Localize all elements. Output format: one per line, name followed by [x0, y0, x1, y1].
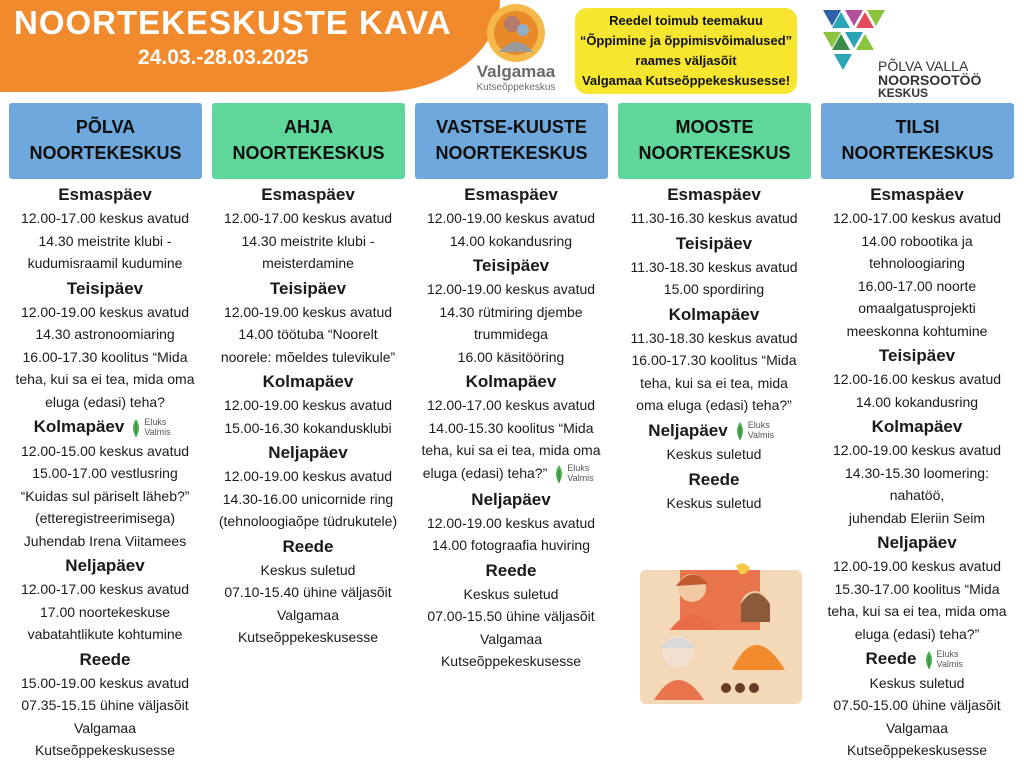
schedule-entry: 12.00-17.00 keskus avatud [20, 210, 190, 226]
schedule-entry: “Kuidas sul päriselt läheb?” [20, 487, 190, 504]
schedule-entry: 14.30-16.00 unicornide ring [222, 490, 394, 507]
column-header-vastse-kuuste [415, 103, 608, 179]
day-heading: Teisipäev [269, 278, 347, 298]
schedule-entry: Keskus suletud [260, 561, 356, 578]
schedule-entry: 12.00-19.00 keskus avatud [223, 468, 393, 484]
schedule-entry: teha, kui sa ei tea, mida oma [15, 371, 195, 387]
page-title: NOORTEKESKUSTE KAVA [14, 4, 452, 41]
schedule-entry: Keskus suletud [666, 494, 762, 511]
column-subtitle: NOORTEKESKUS [841, 143, 994, 163]
schedule-entry: 14.00-15.30 koolitus “Mida [428, 419, 594, 436]
column-title: MOOSTE [675, 117, 754, 137]
column-subtitle: NOORTEKESKUS [435, 143, 588, 163]
schedule-entry: 14.30 meistrite klubi - [38, 232, 172, 249]
schedule-entry: 14.00 töötuba “Noorelt [238, 326, 378, 342]
schedule-entry: 12.00-19.00 keskus avatud [426, 210, 596, 226]
schedule-entry: Valgamaa [73, 719, 136, 736]
schedule-entry: meisterdamine [262, 255, 354, 271]
schedule-entry: 14.30 meistrite klubi - [241, 232, 375, 249]
column-subtitle: NOORTEKESKUS [29, 143, 182, 163]
schedule-entry: juhendab Eleriin Seim [848, 509, 986, 526]
schedule-entry: Valgamaa [276, 606, 339, 623]
schedule-entry: eluga (edasi) teha? [45, 393, 165, 410]
page-dates: 24.03.-28.03.2025 [138, 46, 309, 69]
schedule-entry: 12.00-19.00 keskus avatud [832, 558, 1002, 574]
schedule-entry: 07.00-15.50 ühine väljasõit [427, 608, 595, 625]
schedule-entry: 07.35-15.15 ühine väljasõit [21, 697, 189, 714]
day-heading: Kolmapäev [668, 304, 760, 324]
day-heading: Teisipäev [878, 346, 956, 365]
day-heading: Esmaspäev [464, 185, 558, 204]
schedule-entry: 15.00 spordiring [663, 281, 765, 297]
eluks-line1: Eluks [936, 648, 959, 659]
eluks-line2: Valmis [747, 430, 775, 441]
column-subtitle: NOORTEKESKUS [638, 143, 791, 163]
schedule-entry: meeskonna kohtumine [846, 322, 988, 339]
day-heading: Neljapäev [65, 556, 145, 576]
day-heading: Reede [485, 560, 537, 580]
polva-logo-line1: PÕLVA VALLA [878, 58, 969, 74]
column-title: PÕLVA [75, 117, 136, 137]
eluks-valmis-badge [128, 416, 176, 440]
schedule-column-vastse-kuuste [411, 181, 611, 673]
schedule-column-mooste [614, 181, 814, 514]
schedule-entry: noorele: mõeldes tulevikule” [220, 348, 396, 365]
valgamaa-logo-name: Valgamaa [476, 62, 556, 81]
schedule-entry: (etteregistreerimisega) [34, 510, 176, 527]
schedule-entry: Kutseõppekeskusesse [237, 629, 379, 645]
day-heading-with-badge [817, 647, 1017, 672]
schedule-entry: 12.00-19.00 keskus avatud [223, 303, 393, 320]
day-heading: Teisipäev [472, 256, 550, 275]
eluks-valmis-badge [732, 419, 780, 443]
schedule-entry: Keskus suletud [666, 446, 762, 463]
schedule-entry: 14.00 kokandusring [449, 232, 573, 249]
schedule-entry: trummidega [474, 326, 548, 342]
valgamaa-logo-subtitle: Kutseõppekeskus [476, 82, 556, 93]
day-heading-with-badge [5, 415, 205, 440]
polva-youth-work-logo [818, 8, 1014, 98]
schedule-entry: 14.00 fotograafia huviring [432, 537, 590, 554]
theme-notice [575, 8, 797, 94]
day-heading: Esmaspäev [58, 185, 152, 204]
schedule-entry: 15.00-16.30 kokandusklubi [224, 419, 392, 436]
polva-logo-line2: NOORSOOTÖÖ [878, 72, 982, 88]
eluks-line1: Eluks [144, 416, 167, 427]
leaf-icon [128, 418, 144, 438]
day-heading: Reede [865, 649, 917, 668]
schedule-entry: Kutseõppekeskusesse [34, 742, 176, 759]
polva-logo-line3: KESKUS [878, 86, 929, 100]
schedule-entry: 12.00-17.00 keskus avatud [20, 581, 190, 598]
schedule-entry: 16.00 käsitööring [457, 348, 565, 365]
schedule-entry: 12.00-19.00 keskus avatud [426, 514, 596, 531]
schedule-entry: vabatahtlikute kohtumine [27, 626, 183, 643]
schedule-entry: 16.00-17.30 koolitus “Mida [22, 348, 188, 365]
column-header-polva [9, 103, 202, 179]
schedule-column-tilsi [817, 181, 1017, 762]
leaf-icon [551, 464, 567, 484]
day-heading: Kolmapäev [262, 372, 354, 391]
schedule-entry: Valgamaa [479, 630, 542, 647]
schedule-entry: 14.00 robootika ja [861, 232, 973, 249]
schedule-entry: teha, kui sa ei tea, mida [640, 374, 788, 391]
schedule-entry: 12.00-15.00 keskus avatud [20, 442, 190, 459]
notice-line: Valgamaa Kutseõppekeskusesse! [581, 73, 791, 88]
column-title: TILSI [895, 117, 940, 137]
schedule-entry: 14.00 kokandusring [855, 393, 979, 410]
schedule-entry: Keskus suletud [463, 585, 559, 602]
schedule-entry: (tehnoloogiaõpe tüdrukutele) [218, 513, 398, 529]
schedule-entry: oma eluga (edasi) teha?” [636, 397, 792, 413]
day-heading: Kolmapäev [871, 417, 963, 436]
eluks-valmis-badge [921, 648, 969, 672]
eluks-line1: Eluks [567, 462, 590, 473]
schedule-entry: eluga (edasi) teha?” [854, 625, 980, 642]
column-title: AHJA [283, 117, 333, 137]
schedule-column-polva [5, 181, 205, 762]
notice-line: Reedel toimub teemakuu [609, 13, 763, 28]
valgamaa-logo-icon [485, 2, 547, 64]
day-heading: Neljapäev [268, 443, 348, 462]
day-heading: Esmaspäev [870, 185, 964, 204]
day-heading: Reede [79, 649, 131, 669]
day-heading: Kolmapäev [465, 372, 557, 391]
schedule-entry: 12.00-16.00 keskus avatud [832, 371, 1002, 387]
schedule-entry-with-badge [411, 462, 611, 486]
leaf-icon [921, 650, 937, 670]
column-header-tilsi [821, 103, 1014, 179]
schedule-entry: 14.30 rütmiring djembe [439, 303, 583, 320]
schedule-entry: 15.00-19.00 keskus avatud [20, 674, 190, 691]
schedule-entry: 14.30 astronoomiaring [35, 326, 175, 342]
schedule-entry: 07.50-15.00 ühine väljasõit [833, 697, 1001, 714]
day-heading: Esmaspäev [261, 185, 355, 204]
day-heading: Teisipäev [675, 233, 753, 253]
notice-line: raames väljasõit [635, 53, 737, 68]
eluks-line2: Valmis [567, 472, 594, 483]
eluks-line2: Valmis [144, 426, 171, 437]
schedule-entry: 12.00-19.00 keskus avatud [20, 303, 190, 320]
schedule-entry: 11.30-18.30 keskus avatud [630, 329, 798, 346]
notice-line: “Õppimine ja õppimisvõimalused” [579, 33, 793, 48]
schedule-entry: 17.00 noortekeskuse [40, 603, 170, 620]
schedule-entry: 12.00-17.00 keskus avatud [223, 210, 393, 226]
day-heading: Kolmapäev [33, 417, 125, 436]
day-heading: Esmaspäev [667, 185, 761, 204]
leaf-icon [732, 421, 748, 441]
valgamaa-logo [462, 2, 570, 98]
schedule-entry: eluga (edasi) teha?” [422, 464, 548, 481]
schedule-entry: 15.00-17.00 vestlusring [32, 465, 178, 482]
schedule-entry: 16.00-17.30 koolitus “Mida [631, 352, 797, 368]
day-heading: Reede [688, 469, 740, 489]
schedule-entry: kudumisraamil kudumine [27, 255, 183, 271]
schedule-entry: 12.00-17.00 keskus avatud [426, 397, 596, 413]
eluks-line2: Valmis [936, 658, 963, 669]
eluks-valmis-badge [551, 462, 599, 486]
schedule-entry: 07.10-15.40 ühine väljasõit [224, 584, 392, 600]
schedule-column-ahja [208, 181, 408, 649]
eluks-badge-text [567, 463, 593, 483]
schedule-entry: 14.30-15.30 loomering: [845, 464, 989, 481]
schedule-entry: Valgamaa [885, 719, 948, 736]
eluks-badge-text [144, 417, 170, 437]
day-heading-with-badge [614, 419, 814, 444]
column-header-mooste [618, 103, 811, 179]
column-header-ahja [212, 103, 405, 179]
eluks-badge-text [748, 420, 774, 440]
schedule-entry: 11.30-18.30 keskus avatud [630, 258, 798, 275]
day-heading: Neljapäev [471, 489, 551, 509]
schedule-entry: nahatöö, [889, 487, 945, 503]
schedule-entry: 12.00-19.00 keskus avatud [426, 281, 596, 297]
schedule-entry: Kutseõppekeskusesse [440, 653, 582, 670]
day-heading: Neljapäev [648, 420, 728, 440]
schedule-entry: 16.00-17.00 noorte [857, 277, 977, 294]
day-heading: Reede [282, 536, 334, 556]
column-subtitle: NOORTEKESKUS [232, 143, 385, 163]
schedule-entry: Keskus suletud [869, 674, 965, 691]
schedule-entry: 12.00-19.00 keskus avatud [832, 442, 1002, 458]
column-title: VASTSE-KUUSTE [436, 117, 587, 137]
schedule-entry: teha, kui sa ei tea, mida oma [421, 442, 601, 458]
day-heading: Neljapäev [877, 533, 957, 552]
schedule-entry: Kutseõppekeskusesse [846, 742, 988, 759]
schedule-entry: 11.30-16.30 keskus avatud [630, 210, 798, 226]
schedule-entry: 12.00-17.00 keskus avatud [832, 210, 1002, 226]
schedule-entry: 15.30-17.00 koolitus “Mida [834, 580, 1000, 597]
schedule-entry: 12.00-19.00 keskus avatud [223, 397, 393, 413]
schedule-entry: Juhendab Irena Viitamees [23, 532, 187, 549]
schedule-entry: omaalgatusprojekti [858, 300, 976, 316]
day-heading: Teisipäev [66, 278, 144, 298]
eluks-line1: Eluks [747, 420, 770, 431]
youth-discussion-illustration [640, 560, 802, 704]
schedule-entry: teha, kui sa ei tea, mida oma [827, 603, 1007, 619]
schedule-entry: tehnoloogiaring [869, 255, 965, 271]
eluks-badge-text [937, 649, 963, 669]
